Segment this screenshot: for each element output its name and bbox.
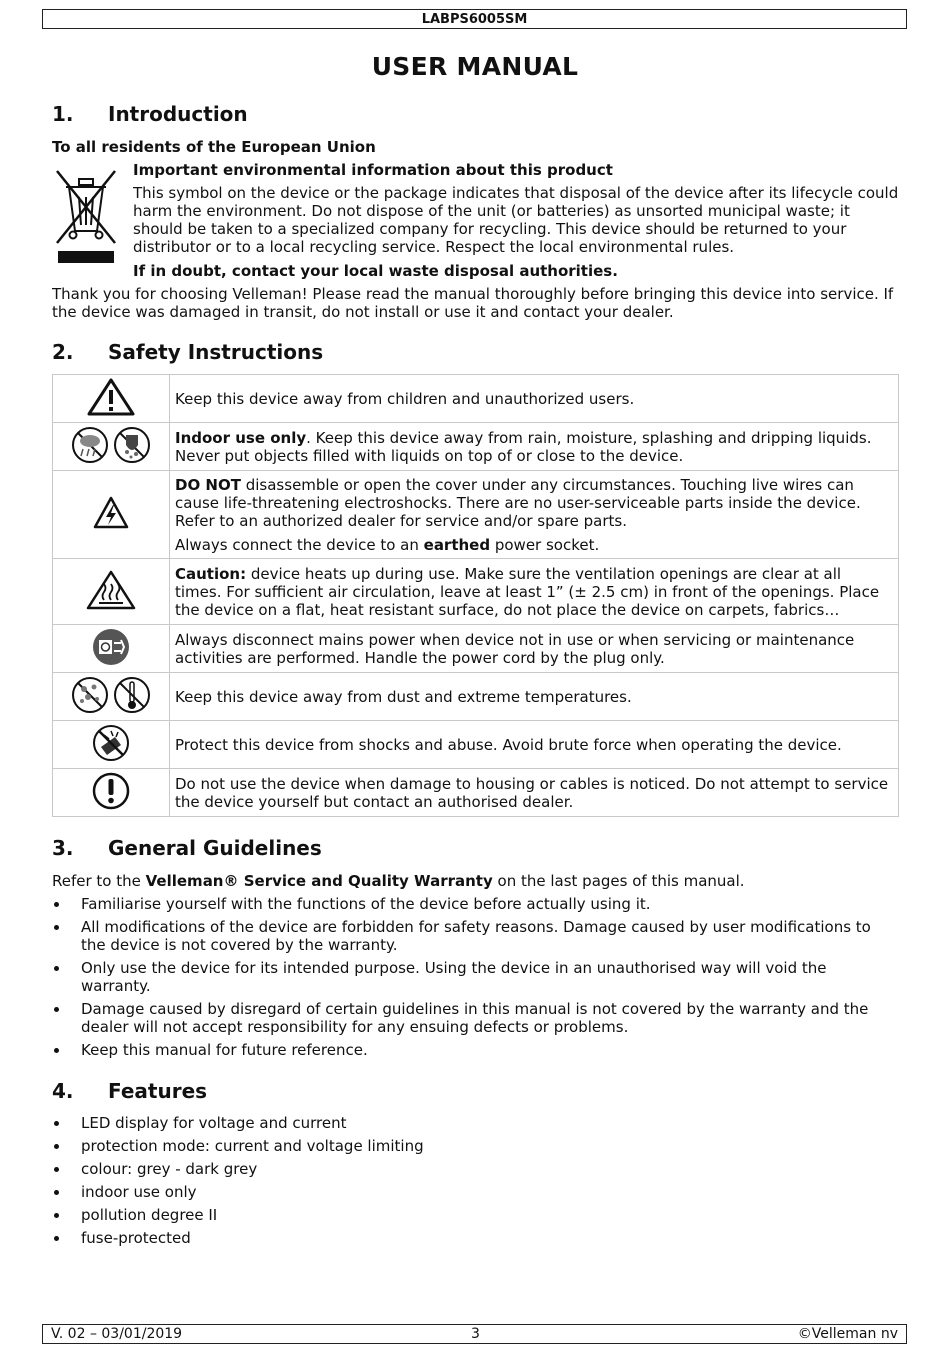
safety-icon-cell bbox=[53, 423, 170, 471]
document-header bbox=[42, 9, 907, 29]
list-item: protection mode: current and voltage limiting bbox=[52, 1137, 892, 1155]
safety-lead: Indoor use only bbox=[175, 428, 307, 447]
section-title: Safety Instructions bbox=[108, 340, 324, 364]
safety-text-cell bbox=[170, 559, 899, 625]
safety-lead: Caution: bbox=[175, 564, 247, 583]
dust-temperature-icons bbox=[70, 675, 152, 715]
safety-table bbox=[52, 374, 899, 817]
exclamation-icon bbox=[91, 771, 131, 811]
section-heading-guidelines bbox=[52, 836, 322, 860]
list-item: LED display for voltage and current bbox=[52, 1114, 892, 1132]
section-title: General Guidelines bbox=[108, 836, 322, 860]
environment-line: distributor or to a local recycling service. Respect the local environmental rules. bbox=[133, 238, 735, 256]
model-number: LABPS6005SM bbox=[421, 12, 528, 27]
section-number: 1. bbox=[52, 102, 74, 126]
safety-icon-cell bbox=[53, 375, 170, 423]
safety-text: Do not use the device when damage to housing or cables is noticed. Do not attempt to service the device yourself but contact an authorised dealer. bbox=[175, 774, 889, 811]
section-number: 2. bbox=[52, 340, 74, 364]
list-item: Keep this manual for future reference. bbox=[52, 1041, 892, 1059]
eu-heading: To all residents of the European Union bbox=[52, 138, 376, 156]
version-label: V. 02 – 03/01/2019 bbox=[51, 1326, 183, 1342]
environment-text bbox=[133, 184, 903, 256]
safety-text: disassemble or open the cover under any circumstances. Touching live wires can cause life-threatening electroshocks. There are no user-serviceable parts inside the device. Refer to an authorized dealer for service and/or spare parts. bbox=[175, 475, 861, 530]
safety-text: . Keep this device away from rain, moisture, splashing and dripping liquids. Never put objects filled with liquids on top of or close to the device. bbox=[175, 428, 872, 465]
safety-icon-cell bbox=[53, 673, 170, 721]
safety-icon-cell bbox=[53, 769, 170, 817]
doubt-note: If in doubt, contact your local waste disposal authorities. bbox=[133, 262, 618, 280]
safety-text-cell bbox=[170, 673, 899, 721]
page-number: 3 bbox=[471, 1326, 480, 1342]
safety-icon-cell bbox=[53, 559, 170, 625]
section-heading-safety bbox=[52, 340, 323, 364]
list-item: Familiarise yourself with the functions of the device before actually using it. bbox=[52, 895, 892, 913]
safety-text-cell bbox=[170, 625, 899, 673]
safety-text: Always disconnect mains power when device not in use or when servicing or maintenance activities are performed. Handle the power cord by the plug only. bbox=[175, 630, 855, 667]
earthed-note-bold: earthed bbox=[423, 535, 491, 554]
safety-text: Keep this device away from children and unauthorized users. bbox=[175, 389, 635, 408]
safety-lead: DO NOT bbox=[175, 475, 241, 494]
section-title: Features bbox=[108, 1079, 208, 1103]
copyright-label: ©Velleman nv bbox=[797, 1326, 898, 1342]
safety-text: Protect this device from shocks and abuse. Avoid brute force when operating the device. bbox=[175, 735, 842, 754]
thanks-line: Thank you for choosing Velleman! Please read the manual thoroughly before bringing this device into service. If bbox=[52, 285, 894, 303]
safety-text: device heats up during use. Make sure the ventilation openings are clear at all times. For sufficient air circulation, leave at least 1” (± 2.5 cm) in front of the openings. Place the device on a flat, heat resistant surface, do not place the device on carpets, fabrics… bbox=[175, 564, 880, 619]
safety-icon-cell bbox=[53, 625, 170, 673]
safety-row bbox=[53, 769, 899, 817]
warranty-reference-pre: Refer to the bbox=[52, 872, 146, 890]
section-number: 4. bbox=[52, 1079, 74, 1103]
list-item: indoor use only bbox=[52, 1183, 892, 1201]
warning-triangle-icon bbox=[86, 377, 136, 417]
earthed-note-post: power socket. bbox=[490, 535, 600, 554]
safety-text-cell bbox=[170, 721, 899, 769]
section-number: 3. bbox=[52, 836, 74, 860]
list-item: Damage caused by disregard of certain guidelines in this manual is not covered by the warranty and the dealer will not accept responsibility for any ensuing defects or problems. bbox=[52, 1000, 892, 1036]
safety-text-cell bbox=[170, 471, 899, 559]
safety-row bbox=[53, 559, 899, 625]
environment-line: harm the environment. Do not dispose of the unit (or batteries) as unsorted municipal waste; it bbox=[133, 202, 850, 220]
environment-line: should be taken to a specialized company for recycling. This device should be returned to your bbox=[133, 220, 847, 238]
earthed-note bbox=[175, 536, 892, 554]
list-item: All modifications of the device are forbidden for safety reasons. Damage caused by user modifications to the device is not covered by the warranty. bbox=[52, 918, 892, 954]
features-list bbox=[52, 1114, 892, 1252]
warranty-reference-post: on the last pages of this manual. bbox=[492, 872, 745, 890]
section-title: Introduction bbox=[108, 102, 248, 126]
document-footer bbox=[42, 1324, 907, 1344]
list-item: Only use the device for its intended purpose. Using the device in an unauthorised way will void the warranty. bbox=[52, 959, 892, 995]
indoor-use-icons bbox=[70, 425, 152, 465]
guidelines-list bbox=[52, 895, 892, 1064]
no-shock-icon bbox=[91, 723, 131, 763]
safety-row bbox=[53, 625, 899, 673]
warranty-name: Velleman® Service and Quality Warranty bbox=[145, 872, 493, 890]
earthed-note-pre: Always connect the device to an bbox=[175, 535, 424, 554]
thanks-text bbox=[52, 285, 893, 321]
safety-text-cell bbox=[170, 423, 899, 471]
environment-line: This symbol on the device or the package indicates that disposal of the device after its lifecycle could bbox=[133, 184, 899, 202]
environment-heading: Important environmental information about this product bbox=[133, 161, 613, 179]
section-heading-introduction bbox=[52, 102, 248, 126]
list-item: colour: grey - dark grey bbox=[52, 1160, 892, 1178]
hot-surface-icon bbox=[85, 569, 137, 611]
thanks-line: the device was damaged in transit, do not install or use it and contact your dealer. bbox=[52, 303, 674, 321]
warranty-reference bbox=[52, 872, 745, 890]
disconnect-mains-icon bbox=[91, 627, 131, 667]
safety-icon-cell bbox=[53, 471, 170, 559]
safety-row bbox=[53, 375, 899, 423]
safety-row bbox=[53, 721, 899, 769]
list-item: fuse-protected bbox=[52, 1229, 892, 1247]
electric-shock-icon bbox=[93, 496, 129, 530]
safety-text-cell bbox=[170, 769, 899, 817]
safety-text-cell bbox=[170, 375, 899, 423]
safety-text: Keep this device away from dust and extreme temperatures. bbox=[175, 687, 632, 706]
list-item: pollution degree II bbox=[52, 1206, 892, 1224]
safety-row bbox=[53, 423, 899, 471]
weee-bin-icon bbox=[55, 167, 117, 267]
safety-row bbox=[53, 673, 899, 721]
section-heading-features bbox=[52, 1079, 207, 1103]
safety-row bbox=[53, 471, 899, 559]
safety-icon-cell bbox=[53, 721, 170, 769]
page-title: USER MANUAL bbox=[371, 52, 579, 81]
